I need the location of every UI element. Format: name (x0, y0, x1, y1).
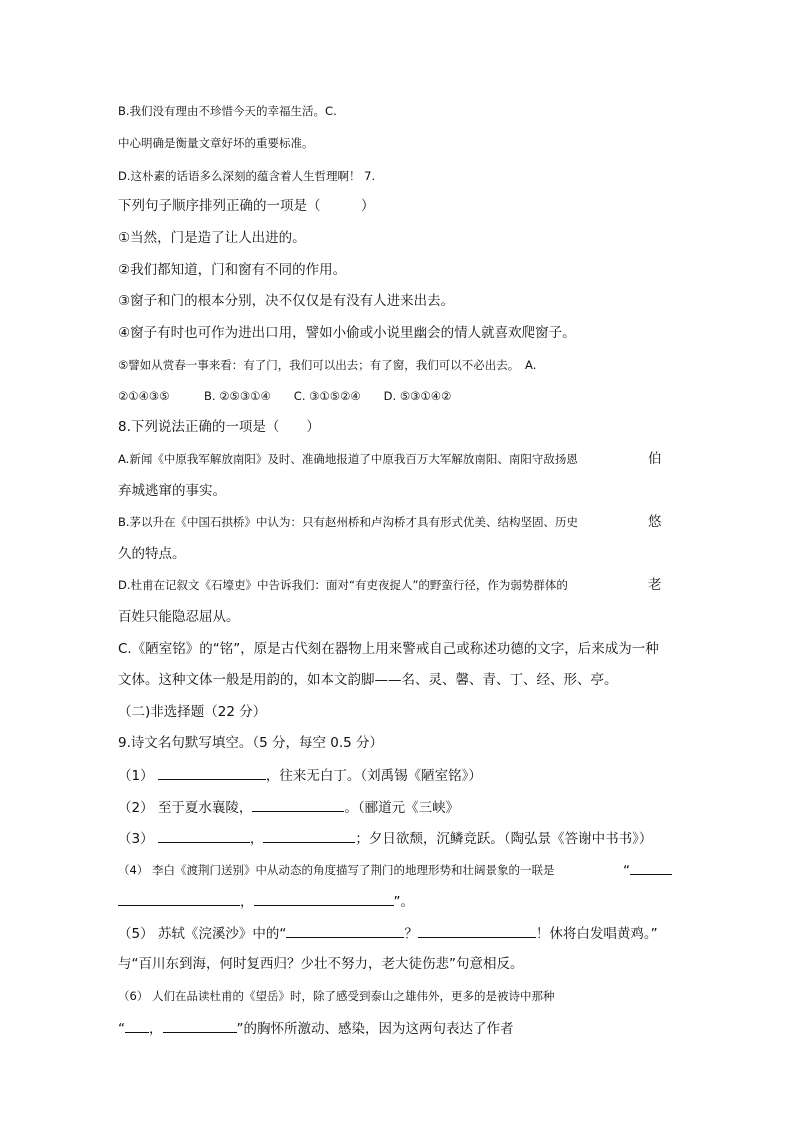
item-text: ；夕日欲颓，沉鳞竞跃。（陶弘景《答谢中书书》） (355, 831, 653, 847)
blank-field[interactable] (418, 923, 536, 938)
fill-item-3 (118, 828, 652, 849)
quote-mark: “ (623, 863, 630, 879)
blank-field[interactable] (263, 828, 355, 843)
fill-item-5 (118, 923, 658, 944)
option-a-end: 伯 (648, 451, 662, 467)
question-8-stem: 8.下列说法正确的一项是（ ） (118, 419, 320, 435)
option-c: C.《陋室铭》的“铭”，原是古代刻在器物上用来警戒自己或称述功德的文字，后来成为一种 (118, 641, 659, 657)
blank-field[interactable] (158, 765, 266, 780)
fill-item-6: （6） 人们在品读杜甫的《望岳》时，除了感受到泰山之雄伟外，更多的是被诗中那种 (118, 989, 555, 1003)
fill-item-6-cont (118, 1018, 514, 1039)
option-b-cont: 久的特点。 (118, 546, 186, 562)
fill-item-4-end (623, 860, 672, 881)
text-line: B.我们没有理由不珍惜今天的幸福生活。C. (118, 104, 337, 118)
fill-item-5-cont: 与“百川东到海，何时复西归？少壮不努力，老大徒伤悲”句意相反。 (118, 956, 524, 972)
option-d-end: 老 (648, 577, 662, 593)
text-line: D.这朴素的话语多么深刻的蕴含着人生哲理啊！ 7. (118, 169, 376, 183)
option-a-cont: 弃城逃窜的事实。 (118, 483, 226, 499)
item-text: ！休将白发唱黄鸡。” (535, 926, 658, 942)
quote-mark: “ (118, 1021, 125, 1037)
item-number: （1） (118, 768, 154, 784)
fill-item-1 (118, 765, 482, 786)
sentence-4: ④窗子有时也可作为进出口用，譬如小偷或小说里幽会的情人就喜欢爬窗子。 (118, 325, 576, 341)
blank-field[interactable] (158, 828, 250, 843)
sentence-2: ②我们都知道，门和窗有不同的作用。 (118, 262, 347, 278)
answer-options: ②①④③⑤ B. ②⑤③①④ C. ③①⑤②④ D. ⑤③①④② (118, 389, 452, 403)
item-number: （3） (118, 831, 154, 847)
item-text: ， (240, 894, 254, 910)
blank-field[interactable] (163, 1018, 237, 1033)
option-d: D.杜甫在记叙文《石壕吏》中告诉我们：面对“有吏夜捉人”的野蛮行径，作为弱势群体的 (118, 578, 568, 592)
text-line: 中心明确是衡量文章好坏的重要标准。 (118, 136, 314, 150)
blank-field[interactable] (630, 860, 672, 875)
option-c-cont: 文体。这种文体一般是用韵的，如本文韵脚——名、灵、馨、青、丁、经、形、亭。 (118, 672, 618, 688)
blank-field[interactable] (125, 1018, 149, 1033)
question-7-stem: 下列句子顺序排列正确的一项是（ ） (118, 198, 375, 214)
option-d-cont: 百姓只能隐忍屈从。 (118, 609, 240, 625)
blank-field[interactable] (118, 891, 240, 906)
sentence-3: ③窗子和门的根本分别，决不仅仅是有没有人进来出去。 (118, 293, 455, 309)
blank-field[interactable] (252, 797, 344, 812)
item-text: ，往来无白丁。（刘禹锡《陋室铭》） (265, 768, 482, 784)
item-text: 。（郦道元《三峡》 (344, 800, 460, 816)
fill-item-4-cont (118, 891, 414, 912)
blank-field[interactable] (286, 923, 404, 938)
item-text: （4） 李白《渡荆门送别》中从动态的角度描写了荆门的地理形势和壮阔景象的一联是 (118, 863, 555, 877)
option-a: A.新闻《中原我军解放南阳》及时、准确地报道了中原我百万大军解放南阳、南阳守敌扬恩 (118, 452, 578, 466)
sentence-5: ⑤譬如从赏春一事来看：有了门，我们可以出去；有了窗，我们可以不必出去。 A. (118, 358, 537, 372)
item-text: （2） 至于夏水襄陵， (118, 800, 253, 816)
item-text: ”。 (393, 894, 414, 910)
item-text: ？ (404, 926, 418, 942)
item-text: （5） 苏轼《浣溪沙》中的“ (118, 926, 287, 942)
question-9-stem: 9.诗文名句默写填空。（5 分，每空 0.5 分） (118, 735, 384, 751)
option-b-end: 悠 (648, 514, 662, 530)
item-text: ， (149, 1021, 163, 1037)
sentence-1: ①当然，门是造了让人出进的。 (118, 230, 306, 246)
item-text: ， (249, 831, 264, 847)
section-heading: （二)非选择题（22 分） (118, 704, 267, 720)
fill-item-4 (118, 860, 554, 880)
blank-field[interactable] (254, 891, 394, 906)
option-b: B.茅以升在《中国石拱桥》中认为：只有赵州桥和卢沟桥才具有形式优美、结构坚固、历史 (118, 515, 579, 529)
fill-item-2 (118, 797, 459, 818)
item-text: ”的胸怀所激动、感染，因为这两句表达了作者 (236, 1021, 514, 1037)
